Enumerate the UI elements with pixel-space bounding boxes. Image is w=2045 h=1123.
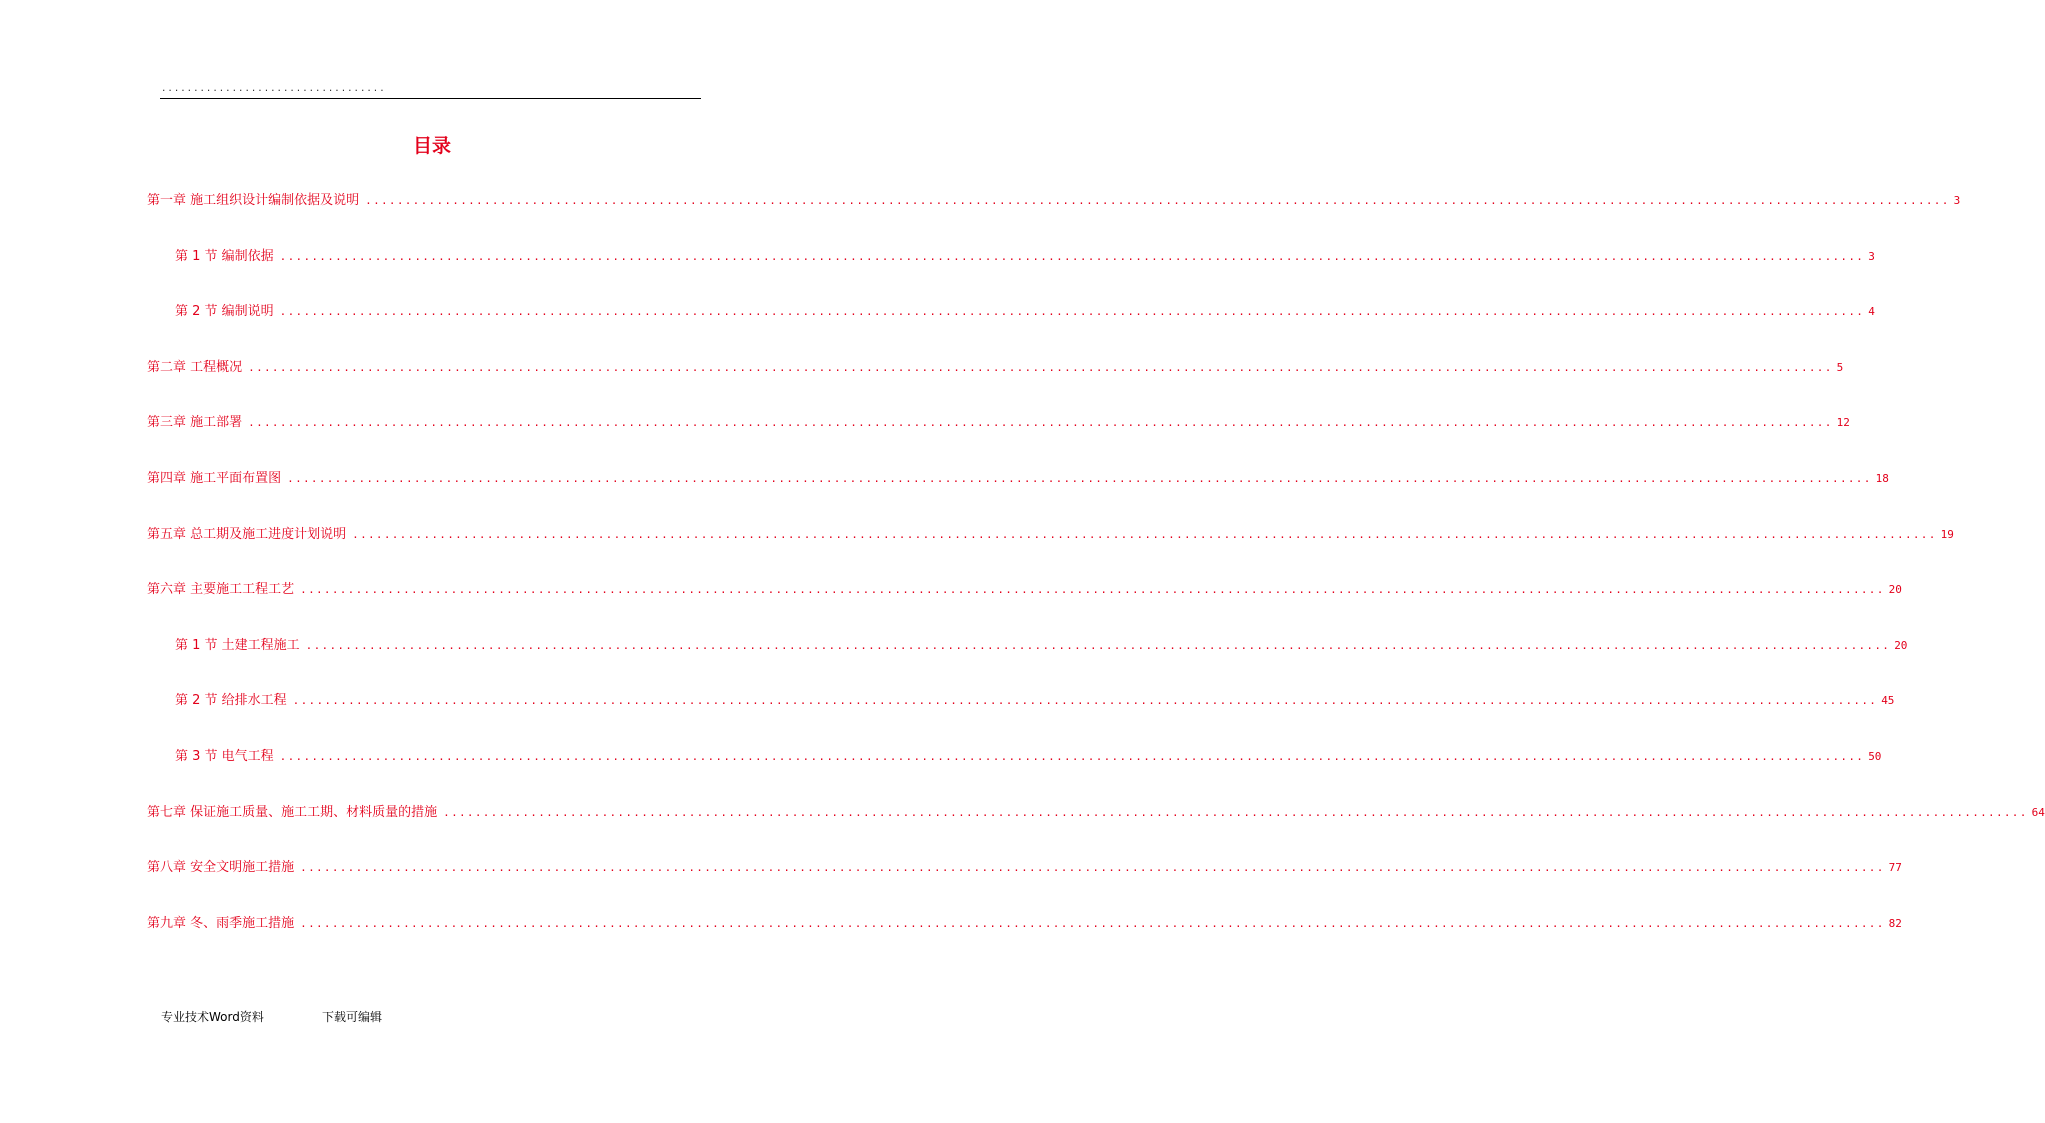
footer-right-text: 下载可编辑: [322, 1010, 383, 1024]
toc-entry-label: 第八章 安全文明施工措施: [147, 860, 295, 875]
toc-leader-dots: ........................................................................................................................................................................................................: [300, 861, 1885, 874]
toc-leader-dots: ........................................................................................................................................................................................................: [279, 305, 1865, 318]
toc-leader-dots: ........................................................................................................................................................................................................: [279, 250, 1865, 263]
toc-entry-label: 第六章 主要施工工程工艺: [147, 582, 295, 597]
toc-entry-page: 19: [1940, 528, 1954, 541]
toc-entry-page: 12: [1836, 416, 1850, 429]
toc-leader-dots: ........................................................................................................................................................................................................: [352, 528, 1937, 541]
toc-entry-page: 20: [1888, 583, 1902, 596]
toc-leader-dots: ........................................................................................................................................................................................................: [287, 472, 1872, 485]
toc-entry[interactable]: [147, 804, 2045, 822]
toc-title: 目录: [412, 135, 451, 157]
toc-entry-label: 第一章 施工组织设计编制依据及说明: [147, 193, 360, 208]
toc-leader-dots: ........................................................................................................................................................................................................: [292, 694, 1878, 707]
toc-entry-label: 第 2 节 编制说明: [175, 304, 274, 319]
toc-entry-label: 第 3 节 电气工程: [175, 749, 274, 764]
toc-entry[interactable]: [175, 637, 1908, 655]
header-dots: ...................................: [161, 84, 386, 94]
toc-leader-dots: ........................................................................................................................................................................................................: [300, 583, 1885, 596]
toc-entry-page: 45: [1881, 694, 1895, 707]
toc-entry-page: 50: [1868, 750, 1882, 763]
toc-entry-label: 第 1 节 土建工程施工: [175, 638, 300, 653]
toc-leader-dots: ........................................................................................................................................................................................................: [365, 194, 1950, 207]
toc-entry[interactable]: [147, 359, 1844, 377]
toc-entry[interactable]: [147, 192, 1961, 210]
toc-leader-dots: ........................................................................................................................................................................................................: [248, 361, 1833, 374]
toc-leader-dots: ........................................................................................................................................................................................................: [248, 416, 1833, 429]
toc-entry-page: 4: [1868, 305, 1875, 318]
toc-entry-label: 第二章 工程概况: [147, 360, 243, 375]
toc-entry[interactable]: [147, 414, 1850, 432]
toc-leader-dots: ........................................................................................................................................................................................................: [300, 917, 1885, 930]
toc-entry-page: 18: [1875, 472, 1889, 485]
toc-entry-label: 第五章 总工期及施工进度计划说明: [147, 527, 347, 542]
toc-entry-page: 3: [1953, 194, 1961, 207]
toc-leader-dots: ........................................................................................................................................................................................................: [279, 750, 1865, 763]
toc-entry-label: 第 1 节 编制依据: [175, 249, 274, 264]
toc-entry[interactable]: [147, 859, 1902, 877]
toc-entry-label: 第七章 保证施工质量、施工工期、材料质量的措施: [147, 805, 438, 820]
toc-entry[interactable]: [147, 581, 1902, 599]
toc-entry[interactable]: [175, 748, 1882, 766]
toc-entry-label: 第三章 施工部署: [147, 415, 243, 430]
toc-entry[interactable]: [147, 915, 1902, 933]
toc-leader-dots: ........................................................................................................................................................................................................: [443, 806, 2028, 819]
toc-entry-label: 第 2 节 给排水工程: [175, 693, 287, 708]
toc-entry[interactable]: [175, 692, 1895, 710]
toc-entry[interactable]: [175, 303, 1875, 321]
toc-entry-page: 64: [2031, 806, 2045, 819]
toc-leader-dots: ........................................................................................................................................................................................................: [305, 639, 1891, 652]
toc-entry-label: 第九章 冬、雨季施工措施: [147, 916, 295, 931]
footer-left-text: 专业技术Word资料: [161, 1010, 264, 1024]
toc-entry-page: 82: [1888, 917, 1902, 930]
toc-entry-page: 5: [1836, 361, 1844, 374]
header-rule: [160, 98, 701, 99]
toc-entry-page: 3: [1868, 250, 1875, 263]
toc-entry[interactable]: [147, 526, 1954, 544]
toc-entry-page: 77: [1888, 861, 1902, 874]
toc-entry[interactable]: [175, 248, 1875, 266]
toc-entry-label: 第四章 施工平面布置图: [147, 471, 282, 486]
toc-entry-page: 20: [1894, 639, 1908, 652]
toc-entry[interactable]: [147, 470, 1889, 488]
